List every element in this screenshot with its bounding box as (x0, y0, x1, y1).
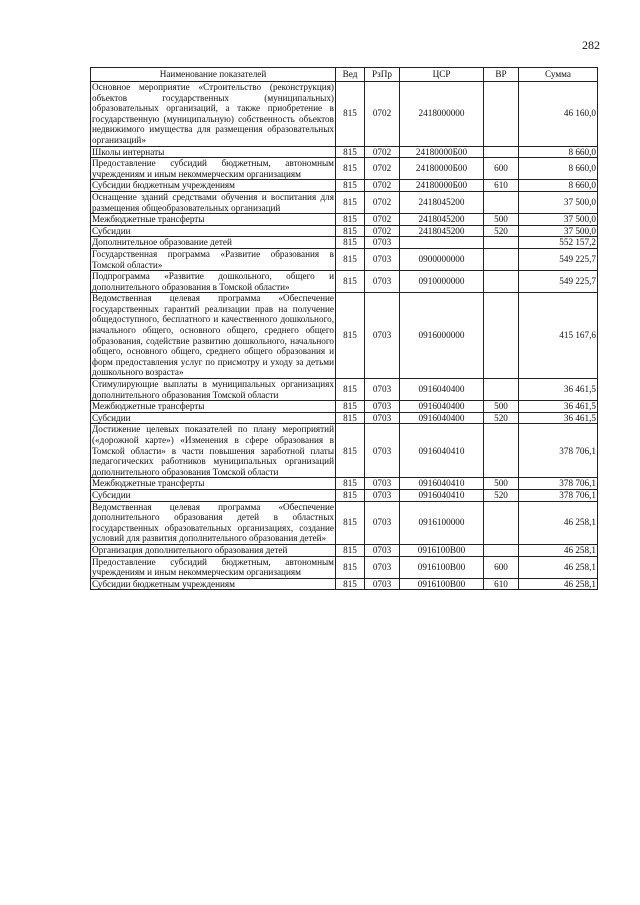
header-ved: Вед (336, 68, 365, 82)
cell-ved: 815 (336, 82, 365, 147)
table-row (91, 271, 598, 293)
cell-sum: 8 660,0 (519, 158, 598, 180)
cell-ved: 815 (336, 225, 365, 237)
cell-sum: 37 500,0 (519, 225, 598, 237)
cell-rzpr: 0703 (365, 293, 400, 379)
cell-ved: 815 (336, 544, 365, 556)
cell-sum: 378 706,1 (519, 489, 598, 501)
cell-vr: 500 (484, 214, 519, 226)
cell-name: Предоставление субсидий бюджетным, автономным учреждениям и иным некоммерческим организациям (92, 556, 334, 578)
cell-rzpr: 0703 (365, 237, 400, 249)
cell-vr: 610 (484, 578, 519, 590)
cell-csr: 0910000000 (400, 271, 484, 293)
cell-rzpr: 0702 (365, 180, 400, 192)
cell-rzpr: 0703 (365, 424, 400, 478)
cell-rzpr: 0703 (365, 248, 400, 270)
header-vr: ВР (484, 68, 519, 82)
cell-sum: 549 225,7 (519, 271, 598, 293)
cell-vr: 520 (484, 412, 519, 424)
header-csr: ЦСР (400, 68, 484, 82)
cell-vr (484, 424, 519, 478)
cell-name: Предоставление субсидий бюджетным, автономным учреждениям и иным некоммерческим организациям (92, 158, 334, 179)
cell-vr: 520 (484, 225, 519, 237)
cell-vr (484, 191, 519, 213)
cell-csr: 2418045200 (400, 191, 484, 213)
cell-csr: 24180000Б00 (400, 180, 484, 192)
table-row (91, 225, 598, 237)
cell-sum: 378 706,1 (519, 424, 598, 478)
header-name: Наименование показателей (91, 68, 336, 82)
cell-name: Школы интернаты (91, 146, 336, 158)
cell-csr: 0916040410 (400, 489, 484, 501)
cell-sum: 46 160,0 (519, 82, 598, 147)
table-row (91, 578, 598, 590)
table-row (91, 248, 598, 270)
cell-vr (484, 501, 519, 544)
cell-rzpr: 0703 (365, 271, 400, 293)
table-row (91, 293, 598, 379)
table-row (91, 237, 598, 249)
cell-sum: 36 461,5 (519, 401, 598, 413)
cell-vr (484, 271, 519, 293)
cell-csr: 0916040400 (400, 379, 484, 401)
cell-name: Субсидии бюджетным учреждениям (91, 578, 336, 590)
cell-csr: 2418045200 (400, 225, 484, 237)
page-number: 282 (582, 38, 600, 52)
cell-vr: 500 (484, 478, 519, 490)
cell-sum: 8 660,0 (519, 180, 598, 192)
cell-rzpr: 0702 (365, 146, 400, 158)
table-row (91, 556, 598, 578)
cell-csr: 0916100В00 (400, 556, 484, 578)
cell-sum: 36 461,5 (519, 412, 598, 424)
cell-vr (484, 146, 519, 158)
cell-name: Межбюджетные трансферты (91, 214, 336, 226)
cell-rzpr: 0703 (365, 379, 400, 401)
header-sum: Сумма (519, 68, 598, 82)
cell-ved: 815 (336, 379, 365, 401)
cell-ved: 815 (336, 501, 365, 544)
table-row (91, 191, 598, 213)
cell-rzpr: 0703 (365, 556, 400, 578)
cell-ved: 815 (336, 214, 365, 226)
cell-ved: 815 (336, 412, 365, 424)
cell-name: Оснащение зданий средствами обучения и воспитания для размещения общеобразовательных организаций (92, 191, 334, 213)
cell-ved: 815 (336, 237, 365, 249)
cell-csr: 0916040410 (400, 478, 484, 490)
cell-vr: 520 (484, 489, 519, 501)
table-row (91, 82, 598, 147)
cell-ved: 815 (336, 158, 365, 180)
header-rzpr: РзПр (365, 68, 400, 82)
cell-rzpr: 0703 (365, 489, 400, 501)
cell-csr: 2418000000 (400, 82, 484, 147)
cell-name: Межбюджетные трансферты (91, 478, 336, 490)
cell-sum: 37 500,0 (519, 191, 598, 213)
cell-name: Государственная программа «Развитие образования в Томской области» (92, 248, 334, 270)
cell-name: Субсидии (91, 412, 336, 424)
cell-name: Стимулирующие выплаты в муниципальных организациях дополнительного образования Томской области (92, 379, 334, 400)
cell-name: Основное мероприятие «Строительство (реконструкция) объектов государственных (муниципальных) образовательных организаций, а также приобретение в государственную (муниципальную) собственность объектов недвижимого имущества для размещения образовательных организаций» (92, 82, 334, 145)
table-row (91, 214, 598, 226)
cell-csr: 0916100В00 (400, 578, 484, 590)
cell-ved: 815 (336, 146, 365, 158)
budget-table (90, 67, 598, 590)
table-row (91, 424, 598, 478)
cell-vr (484, 293, 519, 379)
cell-ved: 815 (336, 293, 365, 379)
cell-csr: 24180000Б00 (400, 146, 484, 158)
cell-name: Субсидии (91, 489, 336, 501)
cell-ved: 815 (336, 180, 365, 192)
table-row (91, 379, 598, 401)
cell-rzpr: 0703 (365, 412, 400, 424)
cell-rzpr: 0703 (365, 501, 400, 544)
cell-rzpr: 0702 (365, 158, 400, 180)
cell-ved: 815 (336, 271, 365, 293)
cell-csr: 0900000000 (400, 248, 484, 270)
cell-name: Подпрограмма «Развитие дошкольного, общего и дополнительного образования в Томской области» (92, 271, 334, 292)
cell-csr: 0916040410 (400, 424, 484, 478)
cell-ved: 815 (336, 489, 365, 501)
cell-name: Субсидии (91, 225, 336, 237)
cell-csr: 2418045200 (400, 214, 484, 226)
cell-sum: 46 258,1 (519, 578, 598, 590)
cell-sum: 552 157,2 (519, 237, 598, 249)
cell-ved: 815 (336, 578, 365, 590)
cell-vr (484, 544, 519, 556)
cell-sum: 46 258,1 (519, 544, 598, 556)
cell-rzpr: 0702 (365, 82, 400, 147)
cell-name: Достижение целевых показателей по плану мероприятий («дорожной карте») «Изменения в сфере образования в Томской области» в части повышения заработной платы педагогических работников муниципальных организаций дополнительного образования Томской области (92, 424, 334, 477)
cell-rzpr: 0703 (365, 478, 400, 490)
cell-csr: 0916100000 (400, 501, 484, 544)
cell-ved: 815 (336, 401, 365, 413)
cell-sum: 37 500,0 (519, 214, 598, 226)
table-row (91, 489, 598, 501)
cell-sum: 36 461,5 (519, 379, 598, 401)
cell-vr: 600 (484, 556, 519, 578)
cell-csr: 0916100В00 (400, 544, 484, 556)
cell-sum: 415 167,6 (519, 293, 598, 379)
table-row (91, 412, 598, 424)
cell-ved: 815 (336, 424, 365, 478)
cell-rzpr: 0702 (365, 214, 400, 226)
cell-ved: 815 (336, 556, 365, 578)
cell-rzpr: 0702 (365, 225, 400, 237)
cell-name: Организация дополнительного образования детей (91, 544, 336, 556)
cell-vr: 500 (484, 401, 519, 413)
cell-csr (400, 237, 484, 249)
table-body (91, 82, 598, 590)
cell-name: Субсидии бюджетным учреждениям (91, 180, 336, 192)
cell-sum: 549 225,7 (519, 248, 598, 270)
table-row (91, 180, 598, 192)
cell-vr (484, 379, 519, 401)
table-row (91, 146, 598, 158)
cell-csr: 24180000Б00 (400, 158, 484, 180)
table-row (91, 544, 598, 556)
cell-vr: 600 (484, 158, 519, 180)
table-row (91, 401, 598, 413)
cell-vr (484, 237, 519, 249)
cell-sum: 46 258,1 (519, 501, 598, 544)
table-row (91, 501, 598, 544)
cell-rzpr: 0703 (365, 544, 400, 556)
cell-vr (484, 82, 519, 147)
cell-name: Межбюджетные трансферты (91, 401, 336, 413)
cell-sum: 46 258,1 (519, 556, 598, 578)
cell-csr: 0916040400 (400, 412, 484, 424)
table-row (91, 478, 598, 490)
cell-sum: 378 706,1 (519, 478, 598, 490)
cell-csr: 0916040400 (400, 401, 484, 413)
cell-name: Ведомственная целевая программа «Обеспечение государственных гарантий реализации прав на получение общедоступного, бесплатного и качественного дошкольного, начального общего, основного общего, среднего общего образования, содействие развитию дошкольного, начального общего, основного общего, среднего общего образования и форм предоставления услуг по присмотру и уходу за детьми дошкольного возраста» (92, 293, 334, 378)
cell-ved: 815 (336, 478, 365, 490)
cell-ved: 815 (336, 191, 365, 213)
table-header-row (91, 68, 598, 82)
cell-vr (484, 248, 519, 270)
cell-sum: 8 660,0 (519, 146, 598, 158)
cell-ved: 815 (336, 248, 365, 270)
cell-vr: 610 (484, 180, 519, 192)
table-row (91, 158, 598, 180)
cell-name: Дополнительное образование детей (91, 237, 336, 249)
cell-rzpr: 0703 (365, 401, 400, 413)
cell-csr: 0916000000 (400, 293, 484, 379)
cell-rzpr: 0702 (365, 191, 400, 213)
cell-rzpr: 0703 (365, 578, 400, 590)
cell-name: Ведомственная целевая программа «Обеспечение дополнительного образования детей в областных государственных образовательных организациях, создание условий для развития дополнительного образования детей» (92, 501, 334, 544)
